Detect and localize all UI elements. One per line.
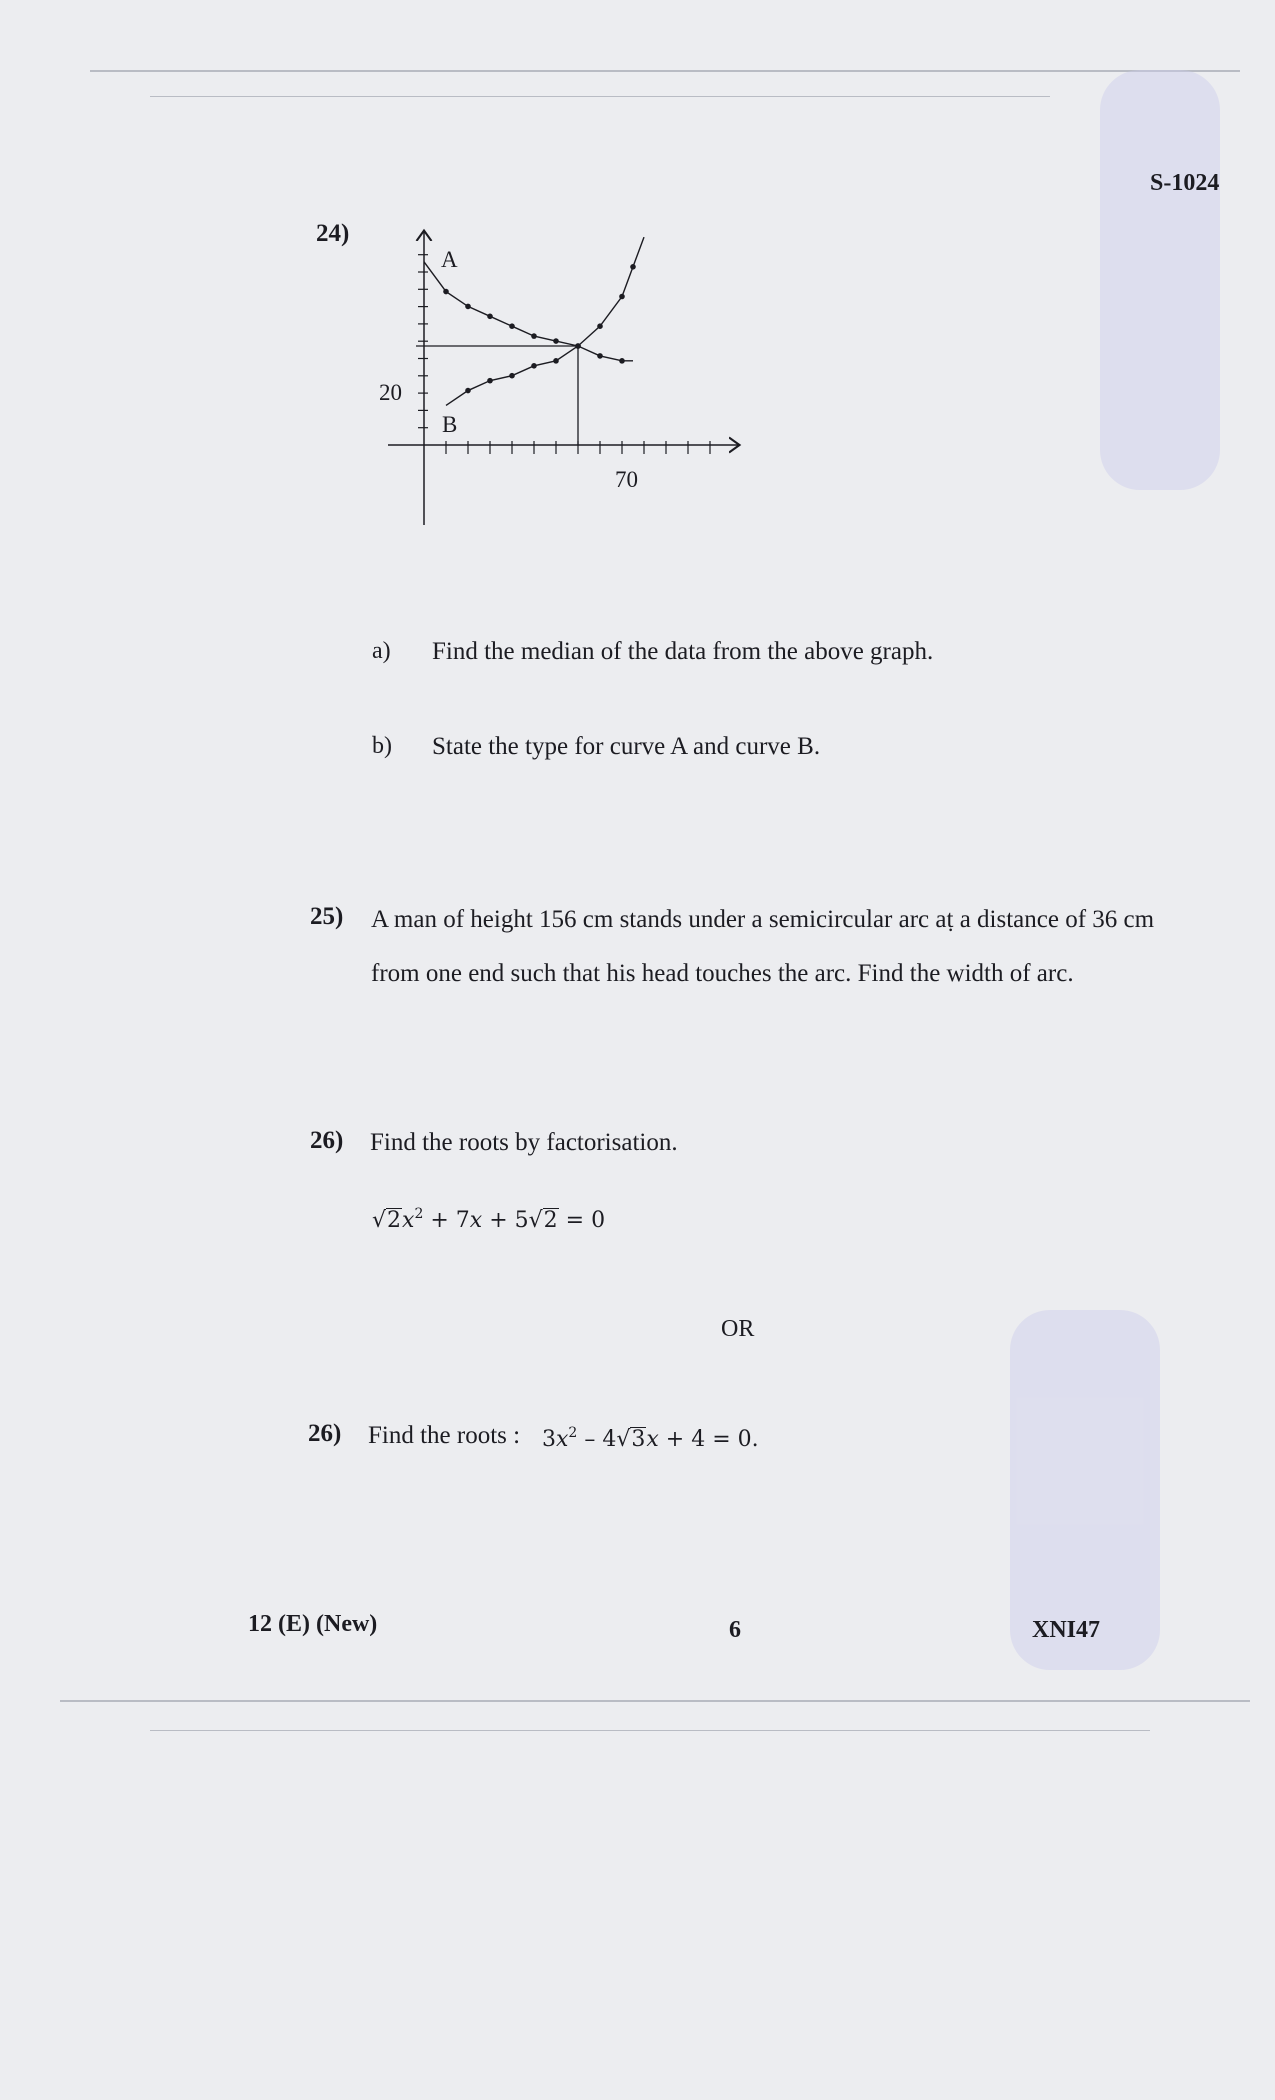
scan-edge-bottom-2 [150,1730,1150,1731]
ogive-point [443,289,449,295]
part-a-text: Find the median of the data from the above graph. [432,638,934,665]
question-text: Find the roots by factorisation. [370,1129,678,1156]
ogive-point [619,294,625,300]
ogive-point [465,304,471,310]
ogive-graph [360,210,760,540]
ogive-point [597,323,603,329]
page-number: 6 [729,1617,741,1643]
part-b-label: b) [372,733,392,759]
ogive-point [575,343,581,349]
part-b-text: State the type for curve A and curve B. [432,733,821,760]
ogive-point [509,323,515,329]
ogive-point [630,264,636,270]
question-number: 26) [308,1420,342,1447]
scan-edge-top [90,70,1240,72]
show-through-shade-2 [1010,1310,1160,1670]
ogive-point [619,358,625,364]
ogive-point [531,363,537,369]
or-separator: OR [721,1316,755,1342]
question-number: 26) [310,1127,344,1154]
graph-axes [388,232,738,525]
footer-subject: 12 (E) (New) [248,1611,378,1637]
ogive-point [465,388,471,394]
ogive-point [509,373,515,379]
question-text: Find the roots : [368,1422,521,1449]
question-number: 24) [316,220,350,247]
show-through-shade [1100,70,1220,490]
curve-b-label: B [442,412,458,437]
footer-series-code: XNI47 [1032,1617,1101,1643]
ogive-point [553,338,559,344]
x-tick-70: 70 [615,467,638,492]
ogive-point [531,333,537,339]
scan-edge-bottom [60,1700,1250,1702]
equation: $3x^2 - 4√3x + 4 = 0$. [542,1425,759,1452]
ogive-point [487,378,493,384]
paper-code: S-1024 [1150,170,1220,196]
curve-a-label: A [441,247,458,272]
ogive-point [597,353,603,359]
ogive-point [487,314,493,320]
y-tick-20: 20 [379,380,402,405]
question-text: A man of height 156 cm stands under a semicircular arc aṭ a distance of 36 cm [371,906,1155,933]
ogive-point [553,358,559,364]
part-a-label: a) [372,638,391,664]
equation: $√2x^2 + 7x + 5√2 = 0$ [372,1206,606,1233]
question-text: from one end such that his head touches the arc. Find the width of arc. [371,960,1074,987]
question-number: 25) [310,903,344,930]
ogive-curve-b [446,237,644,405]
scan-edge-top-2 [150,96,1050,97]
